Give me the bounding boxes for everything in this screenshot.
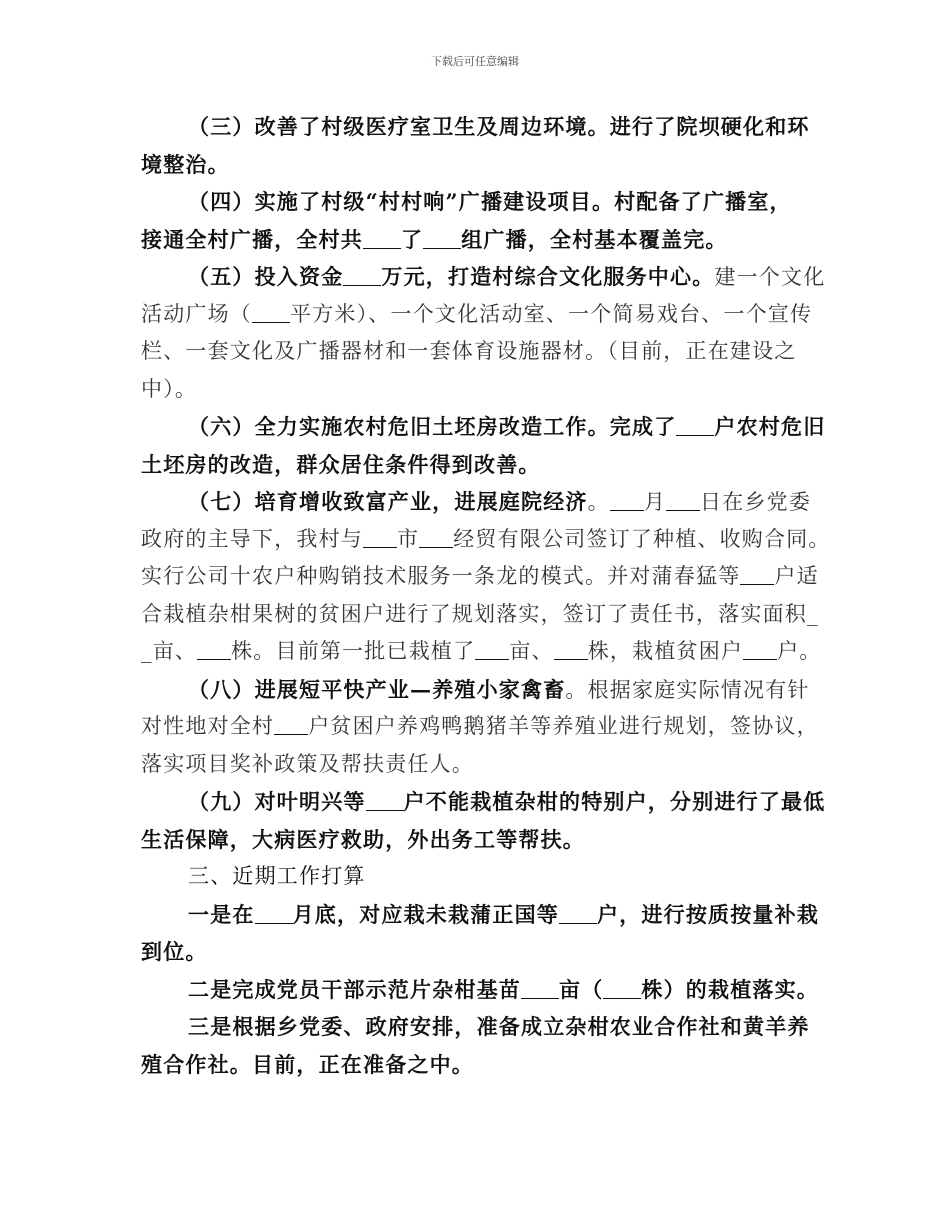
fill-blank — [610, 490, 644, 511]
text-span: 了 — [401, 226, 424, 252]
text-span: 组广播，全村基本覆盖完。 — [461, 226, 728, 252]
text-span: 。 — [587, 490, 610, 514]
paragraph-line — [141, 821, 813, 859]
text-span: 平方米）、一个文化活动室、一个简易戏台、一个宣传 — [290, 301, 813, 326]
paragraph-line — [141, 333, 813, 371]
text-span: （八）进展短平快产业—养殖小家禽畜 — [188, 676, 566, 702]
fill-blank — [343, 265, 381, 286]
text-span: 殖合作社。目前，正在准备之中。 — [141, 1051, 474, 1077]
fill-blank — [366, 790, 404, 811]
paragraph-line — [141, 596, 819, 634]
paragraph-line — [141, 108, 813, 146]
text-span: 对性地对全村 — [141, 714, 275, 738]
paragraph-line — [141, 783, 826, 821]
fill-blank — [423, 228, 461, 249]
text-span: 户不能栽植杂柑的特别户，分别进行了最低 — [403, 789, 826, 814]
text-span: 户农村危旧 — [714, 414, 826, 439]
text-span: （五）投入资金 — [188, 264, 344, 289]
paragraph-line — [141, 408, 826, 446]
paragraph-line — [141, 258, 826, 296]
text-span: 月底，对应栽未栽蒲正国等 — [292, 901, 560, 927]
text-span: 户。 — [777, 639, 822, 663]
paragraph-line — [141, 558, 819, 596]
document-body — [141, 108, 831, 1083]
text-span: 实行公司十农户种购销技术服务一条龙的模式。并对蒲春猛等 — [141, 564, 741, 588]
page-header: 下载后可任意编辑 — [431, 55, 519, 68]
fill-blank — [666, 490, 700, 511]
paragraph-line — [141, 933, 813, 971]
paragraph-line — [141, 633, 822, 671]
text-span: 合栽植杂柑果树的贫困户进行了规划落实，签订了责任书，落实面积_ — [141, 601, 819, 626]
paragraph-line — [141, 446, 813, 484]
text-span: （三）改善了村级医疗室卫生及周边环境。进行了院坝硬化和环 — [188, 114, 810, 139]
text-span: 市 — [397, 526, 420, 551]
text-span: 二是完成党员干部示范片杂柑基苗 — [188, 976, 521, 1002]
paragraph-line — [141, 221, 813, 259]
text-span: 户贫困户养鸡鸭鹅猪羊等养殖业进行规划，签协议， — [308, 714, 819, 738]
paragraph-line — [141, 746, 813, 784]
paragraph-line — [141, 183, 813, 221]
paragraph-line — [141, 146, 813, 184]
text-span: 万元，打造村综合文化服务中心。 — [381, 264, 715, 289]
fill-blank — [676, 415, 714, 436]
paragraph-line — [141, 483, 813, 521]
fill-blank — [363, 527, 397, 548]
fill-blank — [252, 302, 290, 323]
text-span: 经贸有限公司签订了种植、收购合同。 — [453, 526, 831, 551]
paragraph-line — [141, 971, 820, 1009]
text-span: 生活保障，大病医疗救助，外出务工等帮扶。 — [141, 826, 585, 852]
fill-blank — [554, 639, 588, 660]
text-span: （六）全力实施农村危旧土坯房改造工作。完成了 — [188, 414, 677, 439]
paragraph-line — [141, 671, 813, 709]
text-span: 中）。 — [141, 376, 198, 401]
text-span: 户适 — [774, 564, 819, 588]
text-span: 户，进行按质按量补栽 — [597, 901, 820, 927]
fill-blank — [255, 903, 293, 924]
fill-blank — [363, 228, 401, 249]
fill-blank — [274, 714, 308, 735]
text-span: 到位。 — [141, 939, 208, 964]
text-span: 亩、 — [509, 639, 554, 663]
fill-blank — [743, 639, 777, 660]
text-span: 株）的栽植落实。 — [641, 976, 820, 1002]
text-span: 栏、一套文化及广播器材和一套体育设施器材。（目前，正在建设之 — [141, 339, 797, 363]
text-span: 株，栽植贫困户 — [587, 639, 744, 663]
paragraph-line — [141, 1046, 813, 1084]
text-span: 三是根据乡党委、政府安排，准备成立杂柑农业合作社和黄羊养 — [188, 1014, 810, 1039]
paragraph-line — [141, 708, 819, 746]
text-span: （七）培育增收致富产业，进展庭院经济 — [188, 489, 588, 514]
text-span: 一是在 — [188, 901, 255, 927]
text-span: _亩、 — [141, 639, 198, 663]
text-span: 土坯房的改造，群众居住条件得到改善。 — [141, 451, 541, 477]
paragraph-line — [141, 296, 813, 334]
fill-blank — [475, 639, 509, 660]
paragraph-line — [141, 896, 820, 934]
paragraph-line — [141, 371, 813, 409]
text-span: （四）实施了村级“村村响”广播建设项目。村配备了广播室， — [188, 189, 792, 214]
text-span: 日在乡党委 — [700, 490, 812, 514]
text-span: 建一个文化 — [714, 265, 826, 289]
text-span: 接通全村广播，全村共 — [141, 226, 363, 252]
text-span: （九）对叶明兴等 — [188, 789, 366, 814]
fill-blank — [197, 639, 231, 660]
fill-blank — [740, 564, 774, 585]
fill-blank — [521, 978, 559, 999]
text-span: 。根据家庭实际情况有针 — [565, 677, 810, 702]
paragraph-line — [141, 1008, 813, 1046]
text-span: 落实项目奖补政策及帮扶责任人。 — [141, 751, 474, 776]
fill-blank — [603, 978, 641, 999]
text-span: 株。目前第一批已栽植了 — [231, 639, 476, 663]
text-span: 境整治。 — [141, 151, 230, 177]
text-span: 月 — [643, 490, 667, 514]
fill-blank — [419, 527, 453, 548]
section-heading — [141, 858, 813, 896]
text-span: 活动广场（ — [141, 301, 252, 326]
text-span: 亩（ — [559, 976, 604, 1002]
fill-blank — [559, 903, 597, 924]
text-span: 政府的主导下，我村与 — [141, 526, 363, 551]
paragraph-line — [141, 521, 831, 559]
text-span: 三、近期工作打算 — [188, 864, 366, 888]
